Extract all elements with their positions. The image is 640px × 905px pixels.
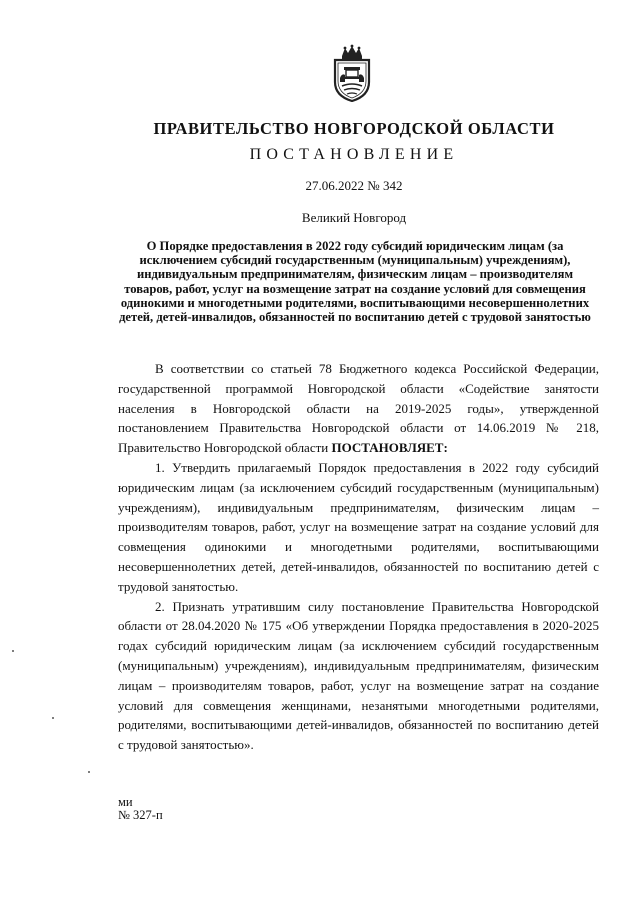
document-type: ПОСТАНОВЛЕНИЕ [249,146,459,163]
scan-speck [88,771,90,773]
item-2-paragraph: 2. Признать утратившим силу постановление Правительства Новгородской области от 28.04.2020 № 175 «Об утверждении Порядка предоставления в 2020-2025 годах субсидий юридическим лицам (за исключением субсидий государственным (муниципальным) учреждениям), индивидуальным предпринимателям, физическим лицам – производителям товаров, работ, услуг на возмещение затрат на создание условий для совмещения женщинами, незанятыми многодетными родителями, родителями, воспитывающими детей-инвалидов, обязанностей по воспитанию детей с трудовой занятостью». [118,598,599,753]
item-1-paragraph: 1. Утвердить прилагаемый Порядок предоставления в 2022 году субсидий юридическим лицам (за исключением субсидий государственным (муниципальным) учреждениям), индивидуальным предпринимателям, физическим лицам – производителям товаров, работ, услуг на возмещение затрат на создание условий для совмещения одинокими и многодетными родителями, воспитывающими несовершеннолетних детей, детей-инвалидов, обязанностей по воспитанию детей с трудовой занятостью. [118,459,599,594]
novgorod-coat-of-arms-icon [327,44,377,102]
document-body [118,359,599,755]
footer-code [118,796,163,822]
footer-initials: ми [118,795,133,809]
document-heading: О Порядке предоставления в 2022 году субсидий юридическим лицам (за исключением субсидий государственным (муниципальным) учреждениям), индивидуальным предпринимателям, физическим лицам – производителям товаров, работ, услуг на возмещение затрат на создание условий для совмещения одинокими и многодетными родителями, воспитывающими несовершеннолетних детей, детей-инвалидов, обязанностей по воспитанию детей с трудовой занятостью [119,239,591,325]
intro-keyword: ПОСТАНОВЛЯЕТ: [331,440,448,456]
government-title: ПРАВИТЕЛЬСТВО НОВГОРОДСКОЙ ОБЛАСТИ [153,119,555,138]
document-date-number: 27.06.2022 № 342 [305,178,403,193]
intro-paragraph [118,359,599,458]
scan-speck [12,650,14,652]
intro-text: В соответствии со статьей 78 Бюджетного кодекса Российской Федерации, государственной программой Новгородской области «Содействие занятости населения в Новгородской области на 2019-2025 годы», утвержденной постановлением Правительства Новгородской области от 14.06.2019 № 218, Правительство Новгородской области [118,361,599,456]
footer-document-code: № 327-п [118,808,163,822]
scan-speck [52,717,54,719]
document-city: Великий Новгород [301,210,407,225]
